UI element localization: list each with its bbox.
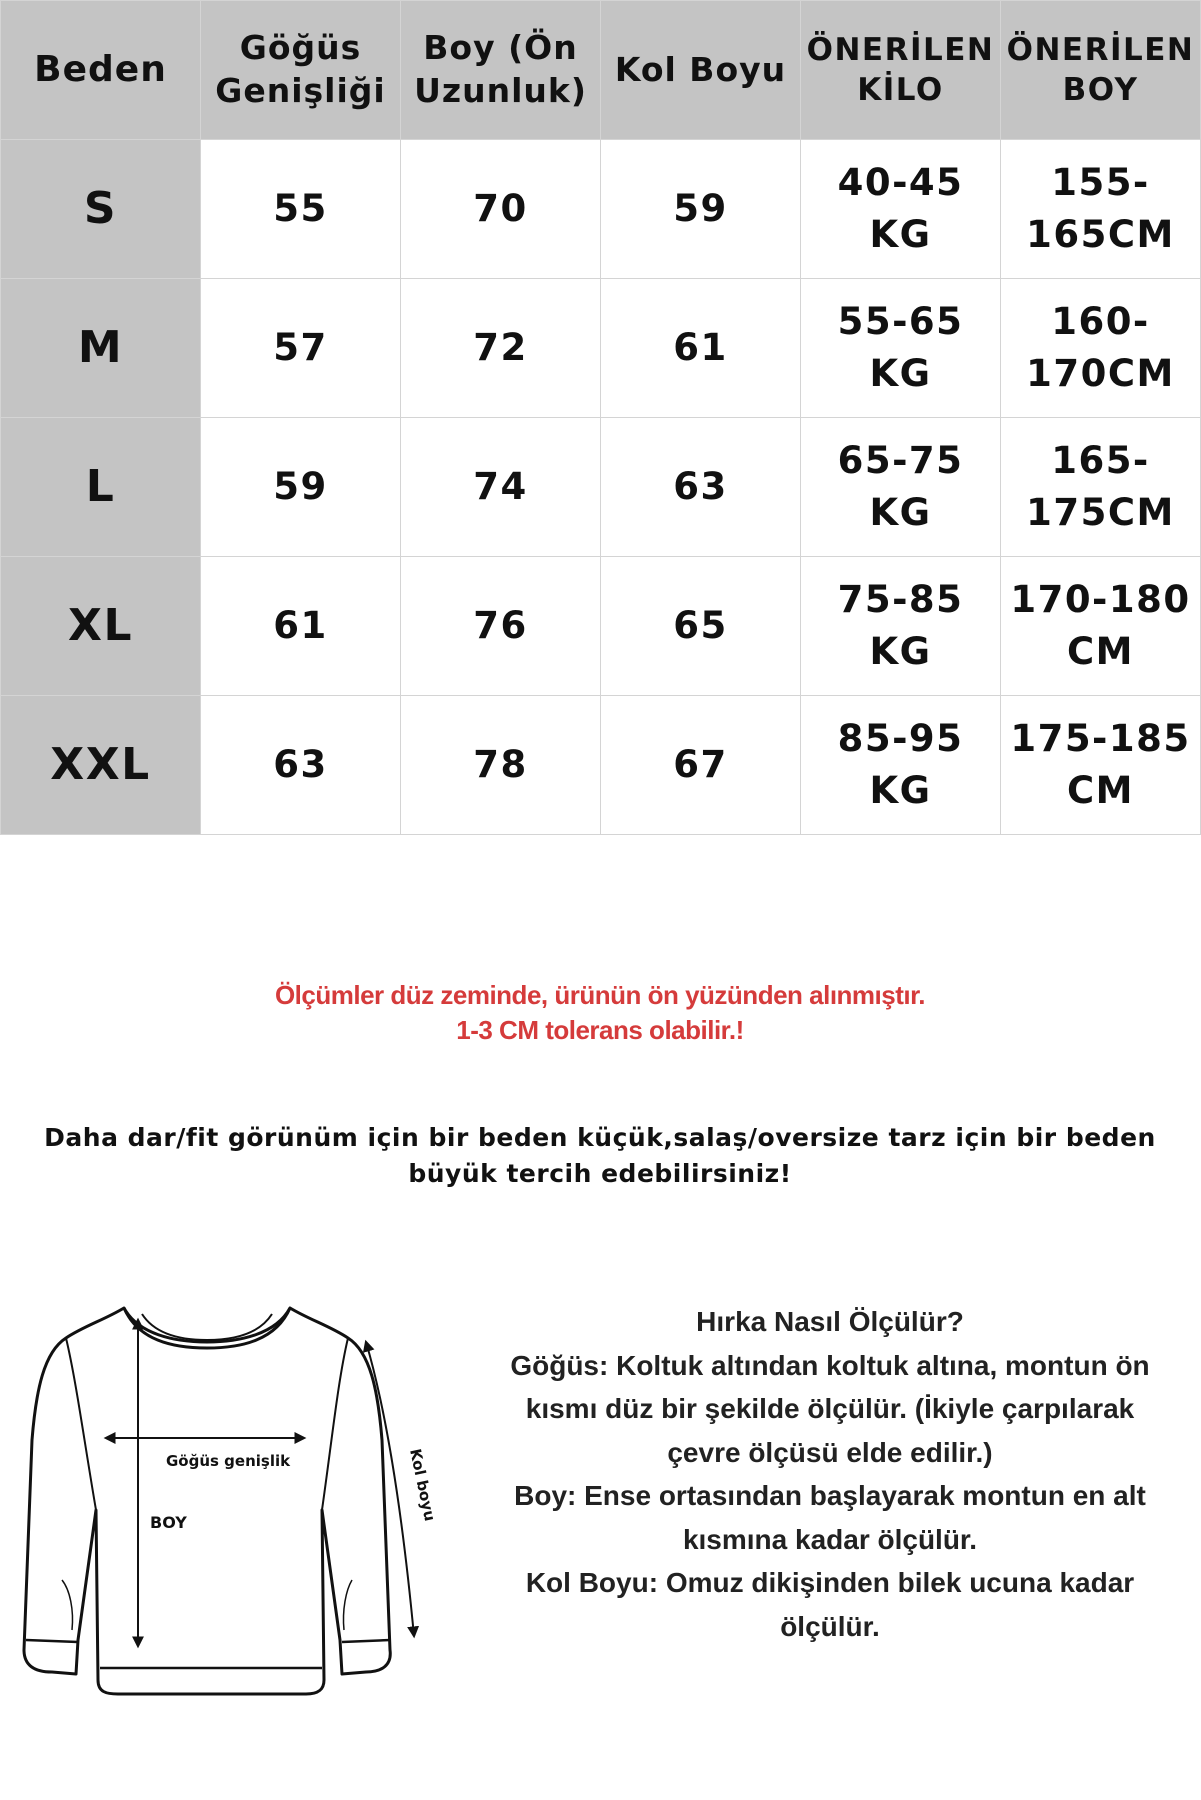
height-range-end: 165CM <box>1026 213 1175 256</box>
chest-cell: 55 <box>201 140 401 279</box>
height-range-end: 175CM <box>1026 491 1175 534</box>
sleeve-cell: 67 <box>601 696 801 835</box>
height-cell <box>1001 696 1201 835</box>
size-cell: S <box>1 140 201 279</box>
weight-cell <box>801 279 1001 418</box>
chest-cell: 59 <box>201 418 401 557</box>
weight-unit: KG <box>869 213 932 256</box>
height-range-start: 170-180 <box>1010 578 1191 622</box>
length-cell: 74 <box>401 418 601 557</box>
table-row <box>1 696 1201 835</box>
chest-cell: 57 <box>201 279 401 418</box>
header-length-line1: Boy (Ön <box>423 28 578 68</box>
height-range-start: 175-185 <box>1010 717 1191 761</box>
sleeve-cell: 63 <box>601 418 801 557</box>
weight-cell <box>801 696 1001 835</box>
weight-cell <box>801 557 1001 696</box>
measurement-note-line2: 1-3 CM tolerans olabilir.! <box>456 1015 744 1045</box>
size-chart-table <box>0 0 1201 835</box>
how-to-measure-line: ölçülür. <box>780 1610 880 1642</box>
table-row <box>1 140 1201 279</box>
header-size <box>1 1 201 140</box>
weight-cell <box>801 418 1001 557</box>
sleeve-cell: 65 <box>601 557 801 696</box>
header-weight-line1: ÖNERİLEN <box>806 31 995 68</box>
sweater-measurement-diagram <box>14 1290 439 1710</box>
sleeve-cell: 59 <box>601 140 801 279</box>
how-to-measure-line: kısmına kadar ölçülür. <box>682 1523 978 1555</box>
header-recommended-weight <box>801 1 1001 140</box>
table-row <box>1 557 1201 696</box>
fit-tip-line1: Daha dar/fit görünüm için bir beden küçük,salaş/oversize tarz için bir beden <box>44 1123 1156 1152</box>
height-range-end: CM <box>1067 630 1134 673</box>
how-to-measure-line: Boy: Ense ortasından başlayarak montun en alt <box>514 1480 1146 1511</box>
weight-range: 75-85 <box>837 578 964 622</box>
table-header-row <box>1 1 1201 140</box>
weight-cell <box>801 140 1001 279</box>
weight-range: 40-45 <box>837 161 964 205</box>
fit-tip <box>20 1120 1180 1192</box>
measurement-note-line1: Ölçümler düz zeminde, ürünün ön yüzünden alınmıştır. <box>274 980 926 1010</box>
fit-tip-line2: büyük tercih edebilirsiniz! <box>408 1159 792 1188</box>
chest-cell: 63 <box>201 696 401 835</box>
height-range-end: CM <box>1067 769 1134 812</box>
how-to-measure-line: çevre ölçüsü elde edilir.) <box>667 1436 993 1468</box>
header-sleeve-label: Kol Boyu <box>614 49 787 89</box>
height-range-end: 170CM <box>1026 352 1175 395</box>
sweater-outline <box>24 1308 390 1694</box>
table-row <box>1 279 1201 418</box>
height-range-start: 160- <box>1051 300 1150 344</box>
how-to-measure-line: Kol Boyu: Omuz dikişinden bilek ucuna kadar <box>525 1567 1135 1598</box>
height-cell <box>1001 279 1201 418</box>
height-cell <box>1001 418 1201 557</box>
length-label: BOY <box>150 1513 187 1532</box>
header-size-label: Beden <box>34 48 167 90</box>
weight-unit: KG <box>869 630 932 673</box>
height-cell <box>1001 140 1201 279</box>
height-range-start: 155- <box>1051 161 1150 205</box>
length-cell: 76 <box>401 557 601 696</box>
header-chest-line1: Göğüs <box>239 28 362 68</box>
header-sleeve <box>601 1 801 140</box>
header-height-line1: ÖNERİLEN <box>1006 31 1195 68</box>
chest-cell: 61 <box>201 557 401 696</box>
header-recommended-height <box>1001 1 1201 140</box>
size-cell: XL <box>1 557 201 696</box>
weight-unit: KG <box>869 352 932 395</box>
header-height-line2: BOY <box>1062 72 1139 108</box>
header-length-line2: Uzunluk) <box>414 71 587 110</box>
weight-range: 55-65 <box>837 300 964 344</box>
sleeve-label: Kol boyu <box>406 1447 439 1523</box>
header-weight-line2: KİLO <box>857 72 944 108</box>
how-to-measure-line: kısmı düz bir şekilde ölçülür. (İkiyle çarpılarak <box>525 1393 1135 1424</box>
weight-unit: KG <box>869 491 932 534</box>
size-cell: L <box>1 418 201 557</box>
header-chest-line2: Genişliği <box>215 71 386 110</box>
height-range-start: 165- <box>1051 439 1150 483</box>
chest-label: Göğüs genişlik <box>166 1452 291 1470</box>
length-cell: 72 <box>401 279 601 418</box>
how-to-measure-title: Hırka Nasıl Ölçülür? <box>696 1306 964 1337</box>
length-cell: 70 <box>401 140 601 279</box>
height-cell <box>1001 557 1201 696</box>
header-length <box>401 1 601 140</box>
table-row <box>1 418 1201 557</box>
weight-unit: KG <box>869 769 932 812</box>
length-cell: 78 <box>401 696 601 835</box>
measurement-note <box>0 978 1200 1048</box>
sleeve-cell: 61 <box>601 279 801 418</box>
header-chest <box>201 1 401 140</box>
how-to-measure <box>500 1300 1160 1648</box>
size-cell: XXL <box>1 696 201 835</box>
weight-range: 65-75 <box>837 439 964 483</box>
size-cell: M <box>1 279 201 418</box>
weight-range: 85-95 <box>837 717 964 761</box>
how-to-measure-line: Göğüs: Koltuk altından koltuk altına, montun ön <box>510 1349 1150 1381</box>
